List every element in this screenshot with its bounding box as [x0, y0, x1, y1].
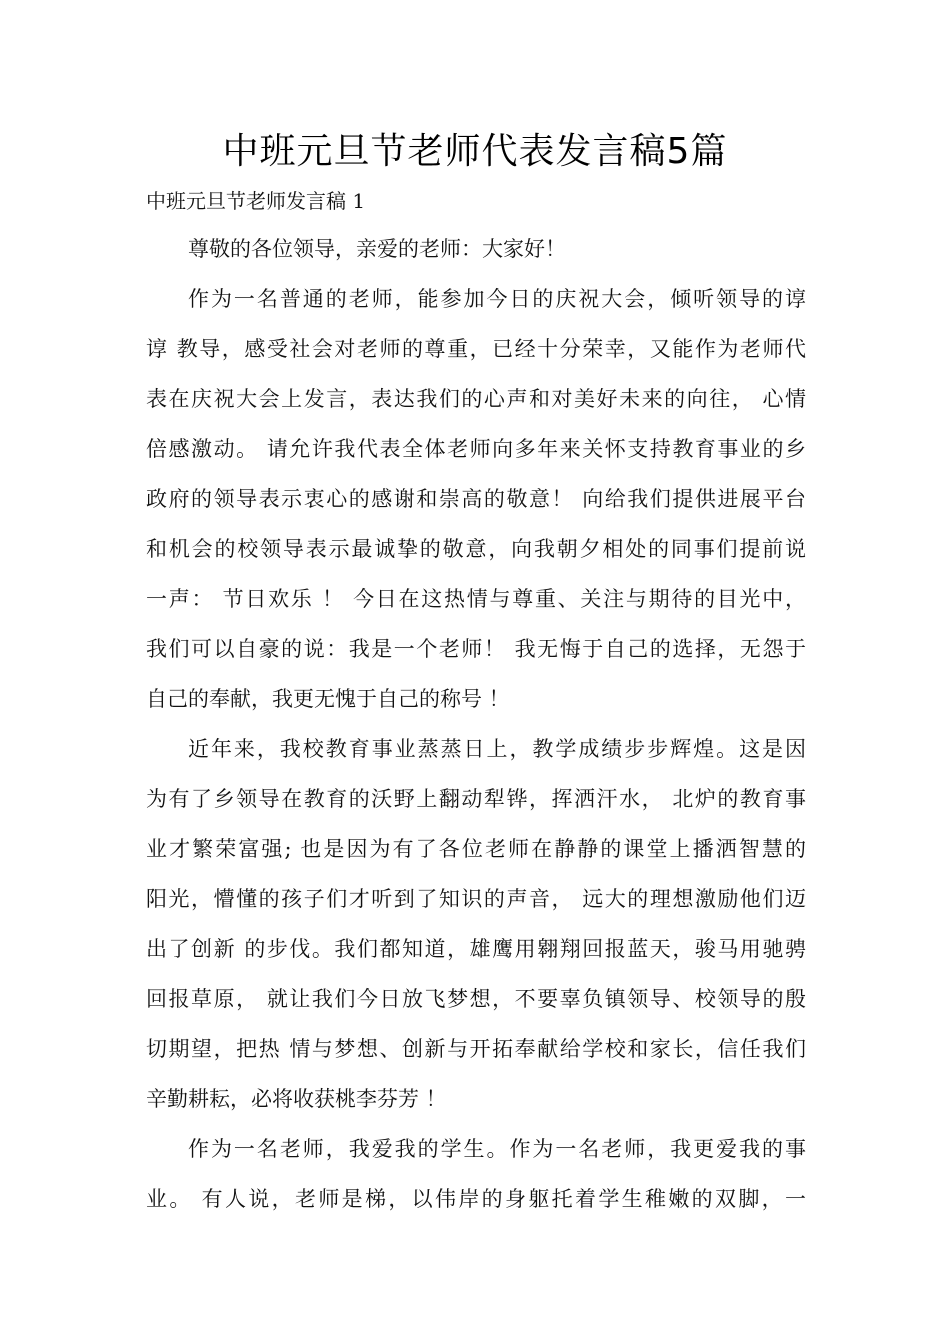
paragraph-line: 表在庆祝大会上发言，表达我们的心声和对美好未来的向往， 心情 [146, 387, 806, 411]
paragraph-line: 阳光，懵懂的孩子们才听到了知识的声音， 远大的理想激励他们迈 [146, 887, 806, 911]
document-title: 中班元旦节老师代表发言稿5篇 [222, 131, 728, 172]
paragraph-line: 我们可以自豪的说：我是一个老师！ 我无悔于自己的选择，无怨于 [146, 637, 806, 661]
paragraph-line: 业才繁荣富强; 也是因为有了各位老师在静静的课堂上播洒智慧的 [146, 837, 806, 861]
paragraph-line: 回报草原， 就让我们今日放飞梦想，不要辜负镇领导、校领导的殷 [146, 987, 806, 1011]
paragraph-line: 政府的领导表示衷心的感谢和崇高的敬意！ 向给我们提供进展平台 [146, 487, 806, 511]
paragraph-line: 自己的奉献，我更无愧于自己的称号 ！ [146, 687, 510, 711]
paragraph-line: 近年来，我校教育事业蒸蒸日上，教学成绩步步辉煌。这是因 [188, 737, 806, 761]
section-heading: 中班元旦节老师发言稿 1 [146, 189, 366, 213]
paragraph-line: 作为一名老师，我爱我的学生。作为一名老师，我更爱我的事 [188, 1137, 806, 1161]
paragraph-line: 业。 有人说，老师是梯，以伟岸的身躯托着学生稚嫩的双脚，一 [146, 1187, 806, 1211]
paragraph-line: 出了创新 的步伐。我们都知道，雄鹰用翱翔回报蓝天，骏马用驰骋 [146, 937, 806, 961]
paragraph-line: 切期望，把热 情与梦想、创新与开拓奉献给学校和家长，信任我们 [146, 1037, 806, 1061]
paragraph-line: 为有了乡领导在教育的沃野上翻动犁铧，挥洒汗水， 北炉的教育事 [146, 787, 806, 811]
paragraph-line: 尊敬的各位领导，亲爱的老师：大家好！ [188, 237, 566, 261]
paragraph-line: 倍感激动。 请允许我代表全体老师向多年来关怀支持教育事业的乡 [146, 437, 806, 461]
paragraph-line: 辛勤耕耘，必将收获桃李芬芳 ！ [146, 1087, 447, 1111]
paragraph-line: 一声： 节日欢乐 ！ 今日在这热情与尊重、关注与期待的目光中， [146, 587, 806, 611]
paragraph-line: 谆 教导，感受社会对老师的尊重，已经十分荣幸，又能作为老师代 [146, 337, 806, 361]
paragraph-line: 作为一名普通的老师，能参加今日的庆祝大会，倾听领导的谆 [188, 287, 806, 311]
paragraph-line: 和机会的校领导表示最诚挚的敬意，向我朝夕相处的同事们提前说 [146, 537, 806, 561]
